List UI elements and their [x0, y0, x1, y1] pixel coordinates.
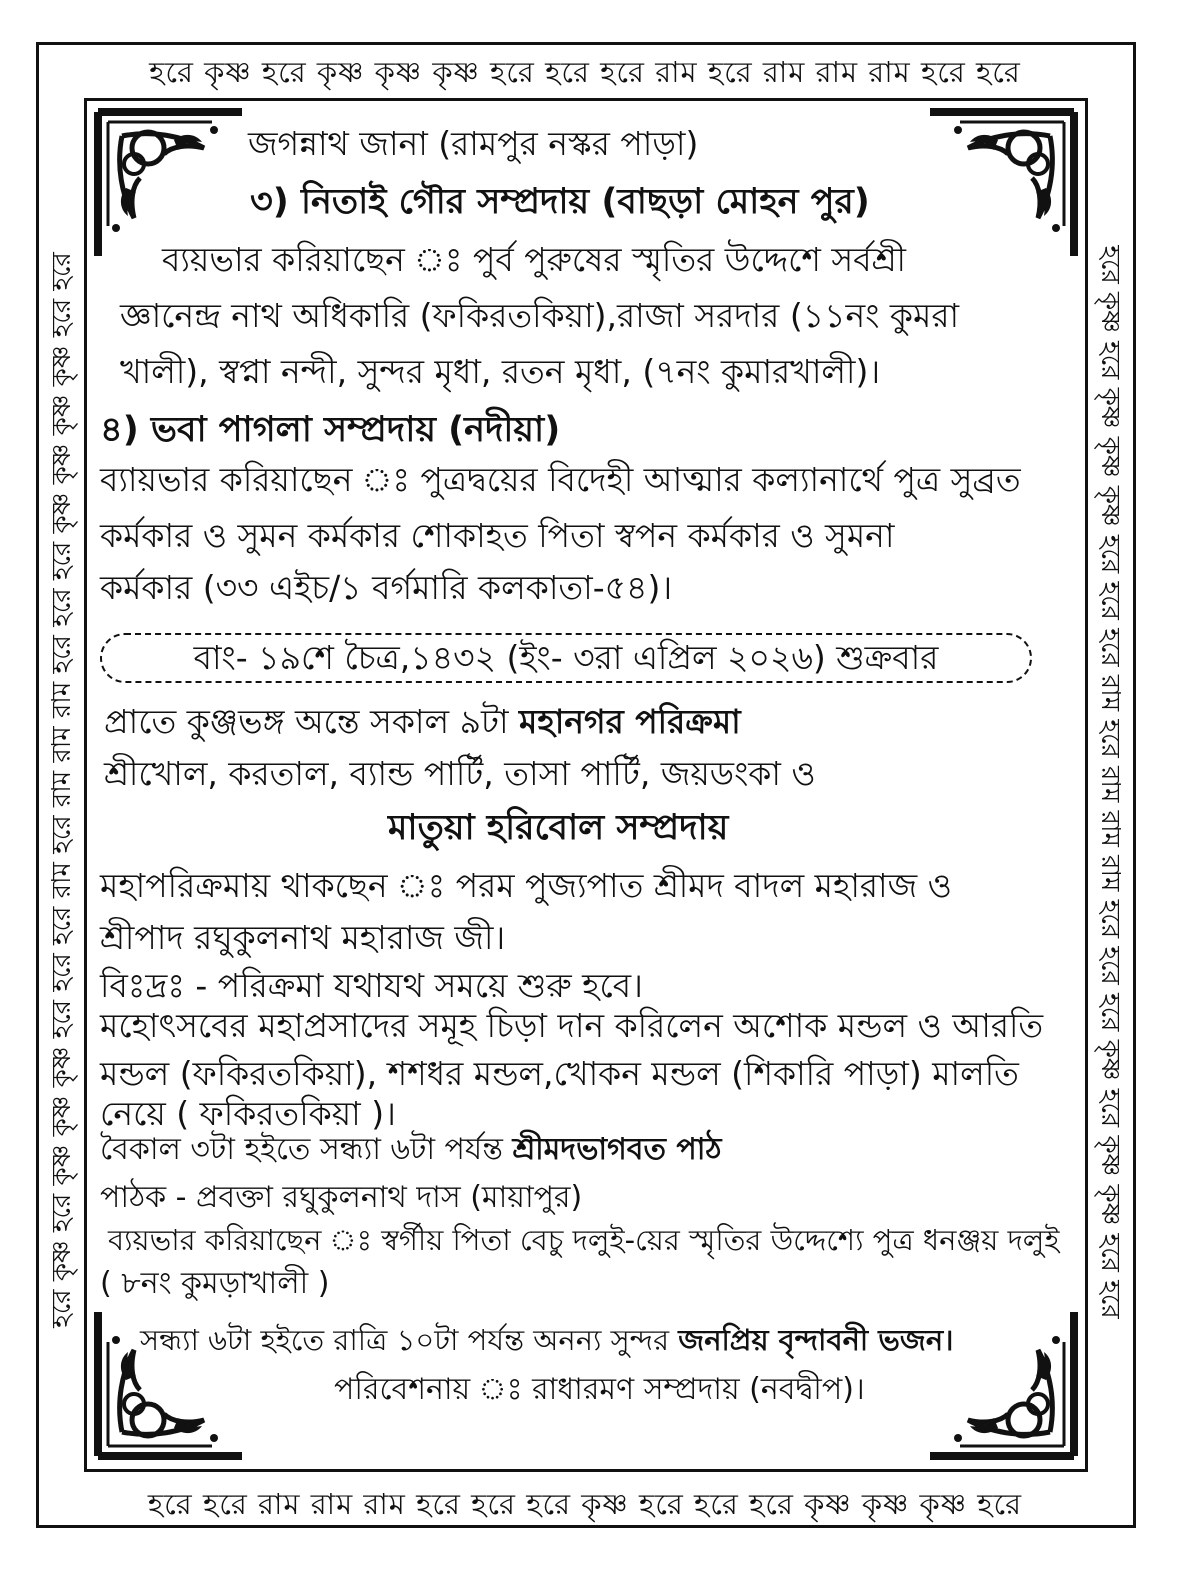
section-4-line-2: কর্মকার ও সুমন কর্মকার শোকাহত পিতা স্বপন কর্মকার ও সুমনা: [100, 516, 895, 555]
section-3-line-3: খালী), স্বপ্না নন্দী, সুন্দর মৃধা, রতন মৃধা, (৭নং কুমারখালী)।: [120, 352, 881, 391]
parikrama-line-1: মহাপরিক্রমায় থাকছেন ঃ পরম পুজ্যপাত শ্রীমদ বাদল মহারাজ ও: [100, 866, 952, 905]
section-3-line-1: ব্যয়ভার করিয়াছেন ঃ পুর্ব পুরুষের স্মৃতির উদ্দেশে সর্বশ্রী: [162, 240, 906, 279]
mahanagar-parikrama-title: মহানগর পরিক্রমা: [519, 702, 741, 741]
sponsor-line-1: ব্যয়ভার করিয়াছেন ঃ স্বর্গীয় পিতা বেচু দলুই-য়ের স্মৃতির উদ্দেশ্যে পুত্র ধনঞ্জয় দলুই: [108, 1223, 1060, 1257]
instruments-line: শ্রীখোল, করতাল, ব্যান্ড পার্টি, তাসা পার্টি, জয়ডংকা ও: [104, 754, 816, 793]
bhagavat-path-title: শ্রীমদভাগবত পাঠ: [512, 1132, 722, 1167]
prasad-line-1: মহোৎসবের মহাপ্রসাদের সমূহ চিড়া দান করিলেন অশোক মন্ডল ও আরতি: [100, 1006, 1044, 1045]
brindabani-bhajan-title: জনপ্রিয় বৃন্দাবনী ভজন।: [678, 1323, 954, 1357]
section-4-heading: ৪) ভবা পাগলা সম্প্রদায় (নদীয়া): [100, 410, 561, 450]
corner-ornament-top-right-icon: [930, 106, 1080, 256]
afternoon-program-text: বৈকাল ৩টা হইতে সন্ধ্যা ৬টা পর্যন্ত: [100, 1132, 503, 1167]
matua-sampraday-heading: মাতুয়া হরিবোল সম্প্রদায়: [388, 808, 729, 848]
right-mantra-border: হরে কৃষ্ণ হরে কৃষ্ণ কৃষ্ণ কৃষ্ণ হরে হরে হরে রাম হরে রাম রাম রাম হরে হরে হরে কৃষ্ণ হরে কৃষ্ণ কৃষ্ণ হরে হরে: [1095, 245, 1125, 1319]
afternoon-program-line: [100, 1130, 722, 1170]
left-mantra-border: হরে কৃষ্ণ হরে কৃষ্ণ কৃষ্ণ কৃষ্ণ হরে হরে হরে রাম হরে রাম রাম রাম হরে হরে হরে কৃষ্ণ কৃষ্ণ কৃষ্ণ কৃষ্ণ হরে হরে: [47, 252, 77, 1328]
note-line: বিঃদ্রঃ - পরিক্রমা যথাযথ সময়ে শুরু হবে।: [100, 966, 643, 1005]
evening-program-line: [140, 1320, 954, 1360]
section-3-heading: ৩) নিতাই গৌর সম্প্রদায় (বাছড়া মোহন পুর): [250, 182, 870, 222]
presenter-line: পরিবেশনায় ঃ রাধারমণ সম্প্রদায় (নবদ্বীপ)।: [334, 1372, 865, 1407]
parikrama-line-2: শ্রীপাদ রঘুকুলনাথ মহারাজ জী।: [100, 918, 506, 957]
corner-ornament-top-left-icon: [92, 106, 242, 256]
morning-program-text: প্রাতে কুঞ্জভঙ্গ অন্তে সকাল ৯টা: [104, 702, 509, 741]
bottom-mantra-border: হরে হরে রাম রাম রাম হরে হরে হরে কৃষ্ণ হরে হরে হরে কৃষ্ণ কৃষ্ণ কৃষ্ণ হরে: [147, 1487, 1023, 1521]
sponsor-line-2: ( ৮নং কুমড়াখালী ): [100, 1266, 330, 1301]
date-banner: বাং- ১৯শে চৈত্র,১৪৩২ (ইং- ৩রা এপ্রিল ২০২৬) শুক্রবার: [100, 633, 1032, 683]
reader-line: পাঠক - প্রবক্তা রঘুকুলনাথ দাস (মায়াপুর): [100, 1180, 583, 1215]
prasad-line-3: নেয়ে ( ফকিরতকিয়া )।: [100, 1094, 396, 1133]
section-4-line-1: ব্যায়ভার করিয়াছেন ঃ পুত্রদ্বয়ের বিদেহী আত্মার কল্যানার্থে পুত্র সুব্রত: [100, 460, 1021, 499]
evening-program-text: সন্ধ্যা ৬টা হইতে রাত্রি ১০টা পর্যন্ত অনন্য সুন্দর: [140, 1323, 670, 1357]
donor-line-jagannath: জগন্নাথ জানা (রামপুর নস্কর পাড়া): [248, 124, 699, 163]
section-3-line-2: জ্ঞানেন্দ্র নাথ অধিকারি (ফকিরতকিয়া),রাজা সরদার (১১নং কুমরা: [120, 296, 960, 335]
section-4-line-3: কর্মকার (৩৩ এইচ/১ বর্গমারি কলকাতা-৫৪)।: [100, 568, 673, 607]
prasad-line-2: মন্ডল (ফকিরতকিয়া), শশধর মন্ডল,খোকন মন্ডল (শিকারি পাড়া) মালতি: [100, 1054, 1019, 1093]
morning-program-line: [104, 702, 741, 742]
top-mantra-border: হরে কৃষ্ণ হরে কৃষ্ণ কৃষ্ণ কৃষ্ণ হরে হরে হরে রাম হরে রাম রাম রাম হরে হরে: [149, 55, 1021, 89]
